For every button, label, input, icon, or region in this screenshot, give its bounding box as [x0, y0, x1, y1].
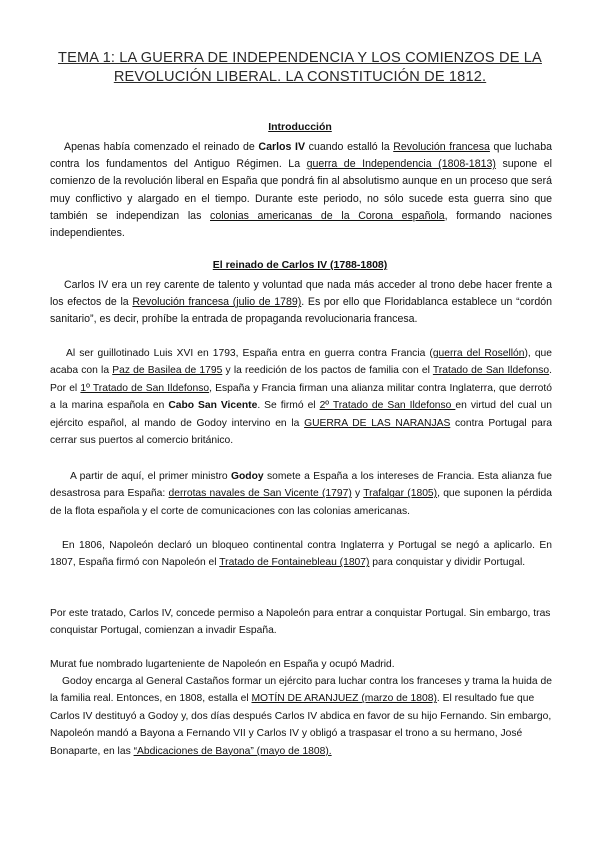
reinado-heading: El reinado de Carlos IV (1788-1808)	[212, 259, 388, 271]
reinado-paragraph-4: En 1806, Napoleón declaró un bloqueo continental contra Inglaterra y Portugal se negó a aplicarlo. En 1807, España firmó con Napoleón el Tratado de Fontainebleau (1807) para conquistar y dividir Portugal.	[50, 540, 552, 569]
reinado-paragraph-3: A partir de aquí, el primer ministro Godoy somete a España a los intereses de Francia. Esta alianza fue desastrosa para España: derrotas navales de San Vicente (1797) y Trafalgar (1805), que suponen la pérdida de la flota española y el corte de comunicaciones con las colonias americanas.	[50, 471, 553, 517]
document-title	[40, 49, 560, 87]
reinado-paragraph-2: Al ser guillotinado Luis XVI en 1793, España entra en guerra contra Francia (guerra del Rosellón), que acaba con la Paz de Basilea de 1795 y la reedición de los pactos de familia con el Tratado de San Ildefonso. Por el 1º Tratado de San Ildefonso, España y Francia firman una alianza militar contra Inglaterra, que derrotó a la marina española en Cabo San Vicente. Se firmó el 2º Tratado de San Ildefonso en virtud del cual un ejército español, al mando de Godoy intervino en la GUERRA DE LAS NARANJAS contra Portugal para cerrar sus puertos al comercio británico.	[50, 348, 552, 447]
reinado-paragraph-5: Por este tratado, Carlos IV, concede permiso a Napoleón para entrar a conquistar Portugal. Sin embargo, tras conquistar Portugal, comienzan a invadir España.	[50, 608, 551, 637]
intro-heading: Introducción	[268, 121, 332, 133]
reinado-paragraph-1: Carlos IV era un rey carente de talento y voluntad que nada más acceder al trono debe hacer frente a los efectos de la Revolución francesa (julio de 1789). Es por ello que Floridablanca establece un “cordón sanitario”, es decir, prohíbe la entrada de propaganda revolucionaria francesa.	[50, 279, 552, 326]
intro-paragraph: Apenas había comenzado el reinado de Carlos IV cuando estalló la Revolución francesa que luchaba contra los fundamentos del Antiguo Régimen. La guerra de Independencia (1808-1813) supone el comienzo de la revolución liberal en España que pondrá fin al absolutismo aunque en un proceso que será muy conflictivo y alargado en el tiempo. Durante este periodo, no sólo sucede esta guerra sino que también se independizan las colonias americanas de la Corona española, formando naciones independientes.	[50, 141, 552, 240]
reinado-paragraph-7: Godoy encarga al General Castaños formar un ejército para luchar contra los franceses y trama la huida de la familia real. Entonces, en 1808, estalla el MOTÍN DE ARANJUEZ (marzo de 1808). El resultado fue que Carlos IV destituyó a Godoy y, dos días después Carlos IV abdica en favor de su hijo Fernando. Sin embargo, Napoleón mandó a Bayona a Fernando VII y Carlos IV y obligó a traspasar el trono a su hermano, José Bonaparte, en las “Abdicaciones de Bayona” (mayo de 1808).	[50, 676, 552, 757]
reinado-paragraph-6: Murat fue nombrado lugarteniente de Napoleón en España y ocupó Madrid.	[50, 659, 395, 670]
title-line-2: REVOLUCIÓN LIBERAL. LA CONSTITUCIÓN DE 1812.	[113, 69, 487, 85]
title-line-1: TEMA 1: LA GUERRA DE INDEPENDENCIA Y LOS COMIENZOS DE LA	[58, 50, 542, 66]
